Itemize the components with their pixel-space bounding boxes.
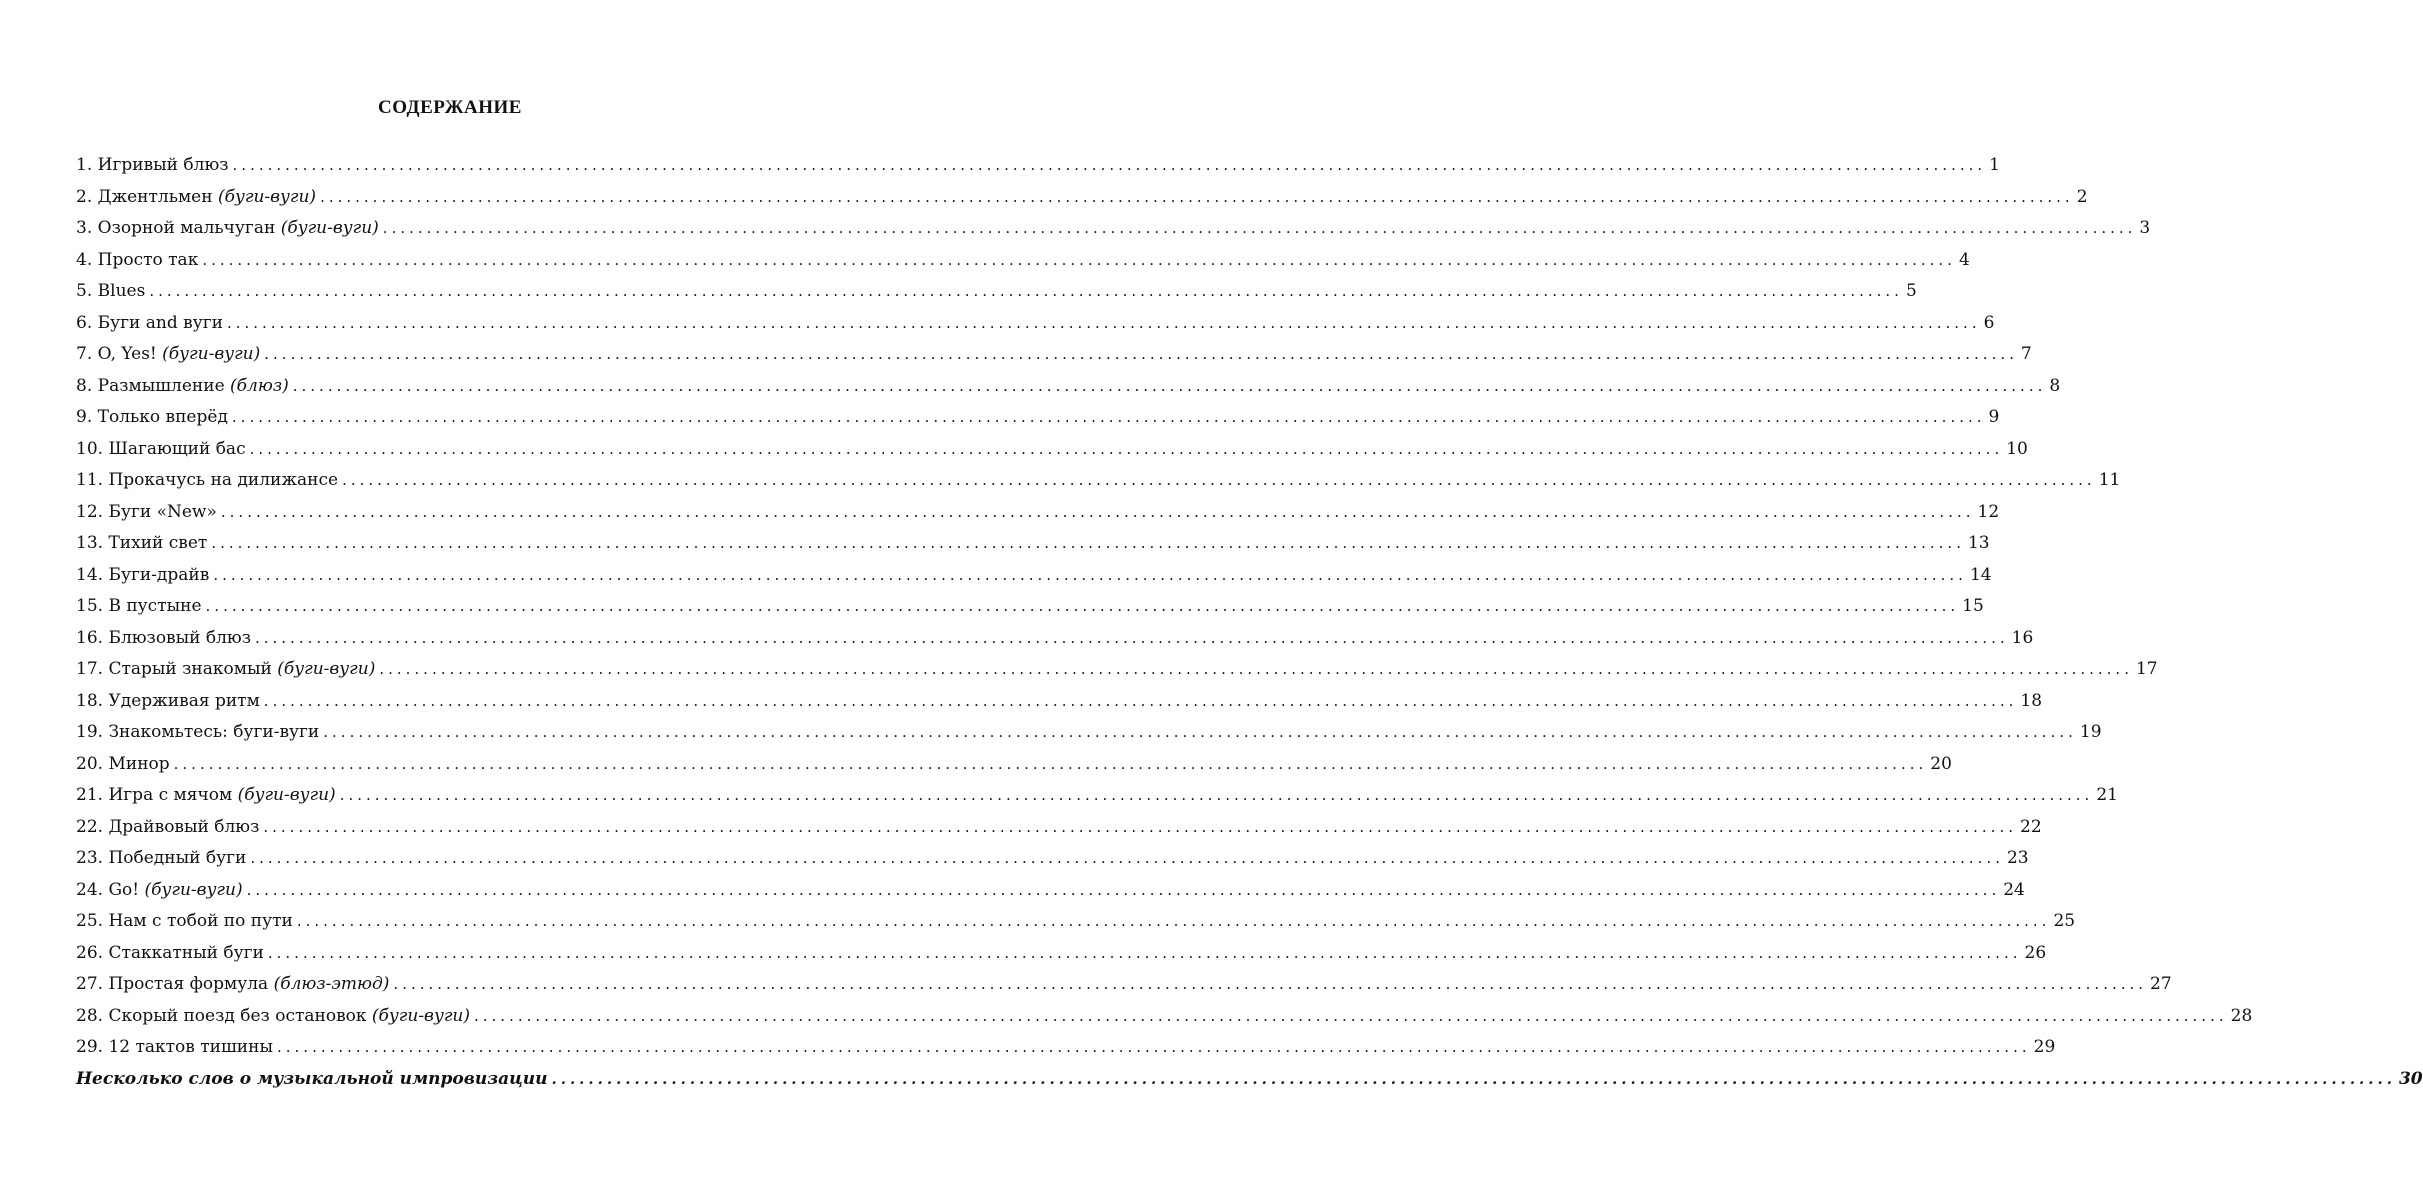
toc-entry-page-number: 1 bbox=[1989, 155, 2000, 175]
page-title: СОДЕРЖАНИЕ bbox=[378, 97, 522, 118]
toc-entry-title: Тихий свет bbox=[108, 533, 208, 553]
toc-entry-genre: (буги-вуги) bbox=[162, 344, 261, 364]
dot-leader: ........................................................................................................................................................................................................ bbox=[320, 187, 2074, 206]
toc-entry-final bbox=[76, 1064, 2423, 1096]
toc-entry-number: 9. bbox=[76, 407, 93, 427]
dot-leader: ........................................................................................................................................................................................................ bbox=[255, 628, 2009, 647]
toc-entry-page-number: 16 bbox=[2011, 627, 2034, 648]
toc-entry-page-number: 13 bbox=[1967, 533, 1990, 553]
toc-entry bbox=[76, 213, 2151, 245]
toc-entry bbox=[76, 560, 1992, 592]
toc-entry-number: 7. bbox=[76, 344, 93, 364]
toc-entry-number: 11. bbox=[76, 470, 104, 490]
toc-entry bbox=[76, 623, 2034, 655]
toc-entry bbox=[76, 465, 2121, 497]
dot-leader: ........................................................................................................................................................................................................ bbox=[202, 250, 1956, 269]
toc-entry bbox=[76, 339, 2032, 371]
dot-leader: ........................................................................................................................................................................................................ bbox=[296, 912, 2051, 930]
dot-leader: ........................................................................................................................................................................................................ bbox=[173, 754, 1928, 773]
toc-entry-number: 15. bbox=[76, 596, 104, 616]
toc-entry-label bbox=[76, 528, 207, 560]
toc-entry-page-number: 27 bbox=[2150, 974, 2172, 994]
dot-leader: ........................................................................................................................................................................................................ bbox=[232, 156, 1987, 174]
toc-entry-genre: (буги-вуги) bbox=[144, 879, 243, 900]
toc-entry-page-number: 3 bbox=[2139, 218, 2151, 238]
toc-entry-title: Победный буги bbox=[108, 848, 247, 868]
toc-entry-label bbox=[76, 1001, 470, 1033]
toc-entry-page-number: 11 bbox=[2098, 470, 2121, 490]
toc-entry-page-number: 17 bbox=[2135, 659, 2158, 679]
toc-entry-page-number: 21 bbox=[2096, 785, 2118, 805]
toc-entry-title: Игривый блюз bbox=[97, 155, 229, 175]
toc-entry-label bbox=[76, 938, 264, 970]
toc-entry bbox=[76, 780, 2118, 812]
dot-leader: ........................................................................................................................................................................................................ bbox=[277, 1038, 2031, 1056]
toc-entry-page-number: 24 bbox=[2003, 879, 2025, 900]
dot-leader: ........................................................................................................................................................................................................ bbox=[382, 219, 2137, 237]
toc-entry bbox=[76, 1001, 2253, 1033]
toc-entry-number: 21. bbox=[76, 785, 104, 805]
toc-entry-title: Игра с мячом bbox=[108, 785, 233, 805]
toc-entry-label bbox=[76, 213, 379, 245]
toc-entry bbox=[76, 717, 2102, 749]
toc-entry-page-number: 25 bbox=[2053, 911, 2076, 931]
toc-entry bbox=[76, 497, 2000, 529]
toc-entry-page-number: 8 bbox=[2049, 375, 2061, 396]
table-of-contents bbox=[76, 150, 2423, 1095]
toc-entry bbox=[76, 938, 2047, 970]
toc-entry-page-number: 7 bbox=[2020, 344, 2032, 364]
toc-entry-title: Несколько слов о музыкальной импровизации bbox=[76, 1068, 548, 1089]
toc-entry-number: 8. bbox=[76, 375, 93, 396]
toc-entry-title: Стаккатный буги bbox=[108, 942, 264, 963]
dot-leader: ........................................................................................................................................................................................................ bbox=[250, 849, 2004, 867]
toc-entry-genre: (буги-вуги) bbox=[371, 1005, 470, 1026]
toc-entry-number: 25. bbox=[76, 911, 104, 931]
toc-entry-title: Озорной мальчуган bbox=[97, 218, 276, 238]
toc-entry-label bbox=[76, 717, 319, 749]
toc-entry bbox=[76, 402, 2000, 434]
dot-leader: ........................................................................................................................................................................................................ bbox=[205, 597, 1960, 615]
toc-entry-title: Простая формула bbox=[108, 974, 269, 994]
toc-entry-title: В пустыне bbox=[108, 596, 202, 616]
toc-entry-page-number: 15 bbox=[1962, 596, 1984, 616]
toc-entry-page-number: 29 bbox=[2033, 1037, 2056, 1057]
toc-entry bbox=[76, 182, 2088, 214]
dot-leader: ........................................................................................................................................................................................................ bbox=[342, 471, 2096, 489]
toc-entry-page-number: 20 bbox=[1930, 753, 1952, 774]
toc-entry-label bbox=[76, 339, 260, 371]
toc-entry-label bbox=[76, 560, 209, 592]
toc-entry-label bbox=[76, 780, 336, 812]
toc-entry-number: 2. bbox=[76, 186, 93, 207]
toc-entry-page-number: 6 bbox=[1983, 312, 1995, 333]
toc-entry bbox=[76, 434, 2028, 466]
toc-entry-number: 10. bbox=[76, 438, 104, 459]
dot-leader: ........................................................................................................................................................................................................ bbox=[211, 534, 1965, 552]
toc-entry-title: Буги and вуги bbox=[97, 312, 223, 333]
toc-entry-title: Шагающий бас bbox=[108, 438, 246, 459]
toc-entry-page-number: 9 bbox=[1988, 407, 2000, 427]
dot-leader: ........................................................................................................................................................................................................ bbox=[379, 660, 2133, 678]
toc-entry-number: 20. bbox=[76, 753, 104, 774]
toc-entry-label bbox=[76, 812, 259, 844]
dot-leader: ........................................................................................................................................................................................................ bbox=[213, 565, 1967, 584]
toc-entry-label bbox=[76, 749, 170, 781]
toc-entry-genre: (буги-вуги) bbox=[277, 659, 376, 679]
toc-entry-title: Минор bbox=[108, 753, 170, 774]
toc-entry-page-number: 30 bbox=[2398, 1068, 2423, 1089]
toc-entry-title: Go! bbox=[108, 879, 140, 900]
dot-leader: ........................................................................................................................................................................................................ bbox=[249, 439, 2004, 458]
dot-leader: ........................................................................................................................................................................................................ bbox=[246, 880, 2001, 899]
toc-entry-label bbox=[76, 465, 338, 497]
toc-entry-number: 13. bbox=[76, 533, 104, 553]
toc-entry-label bbox=[76, 245, 198, 277]
toc-entry-title: Скорый поезд без остановок bbox=[108, 1005, 367, 1026]
toc-entry bbox=[76, 969, 2172, 1001]
toc-entry-page-number: 5 bbox=[1905, 281, 1917, 301]
dot-leader: ........................................................................................................................................................................................................ bbox=[292, 376, 2047, 395]
dot-leader: ........................................................................................................................................................................................................ bbox=[474, 1006, 2228, 1025]
toc-entry bbox=[76, 654, 2158, 686]
toc-entry bbox=[76, 528, 1990, 560]
toc-entry-title: Удерживая ритм bbox=[108, 690, 260, 711]
toc-entry-number: 28. bbox=[76, 1005, 104, 1026]
toc-entry-title: Нам с тобой по пути bbox=[108, 911, 293, 931]
toc-entry-page-number: 22 bbox=[2020, 816, 2042, 837]
toc-entry-label bbox=[76, 434, 246, 466]
toc-entry bbox=[76, 276, 1917, 308]
dot-leader: ........................................................................................................................................................................................................ bbox=[264, 345, 2018, 363]
toc-entry bbox=[76, 749, 1952, 781]
toc-entry-label bbox=[76, 182, 316, 214]
toc-entry-title: Прокачусь на дилижансе bbox=[108, 470, 339, 490]
toc-entry-title: Блюзовый блюз bbox=[108, 627, 251, 648]
dot-leader: ........................................................................................................................................................................................................ bbox=[267, 943, 2022, 962]
toc-entry-number: 17. bbox=[76, 659, 104, 679]
dot-leader: ........................................................................................................................................................................................................ bbox=[263, 817, 2017, 836]
toc-entry-title: Размышление bbox=[97, 375, 225, 396]
toc-entry-page-number: 2 bbox=[2076, 186, 2088, 207]
toc-entry-genre: (буги-вуги) bbox=[280, 218, 379, 238]
toc-entry bbox=[76, 245, 1970, 277]
toc-entry-label bbox=[76, 969, 389, 1001]
toc-entry-number: 22. bbox=[76, 816, 104, 837]
toc-entry-number: 6. bbox=[76, 312, 93, 333]
toc-entry-label bbox=[76, 308, 223, 340]
toc-entry bbox=[76, 371, 2061, 403]
toc-entry-number: 5. bbox=[76, 281, 93, 301]
toc-entry-label bbox=[76, 906, 293, 938]
toc-entry-label bbox=[76, 276, 145, 308]
toc-entry-number: 27. bbox=[76, 974, 104, 994]
toc-entry-number: 19. bbox=[76, 722, 104, 742]
toc-entry-number: 18. bbox=[76, 690, 104, 711]
dot-leader: ........................................................................................................................................................................................................ bbox=[226, 313, 1981, 332]
toc-entry-number: 4. bbox=[76, 249, 93, 270]
toc-entry-label bbox=[76, 591, 202, 623]
dot-leader: ........................................................................................................................................................................................................ bbox=[323, 723, 2077, 741]
toc-entry-title: Буги-драйв bbox=[108, 564, 210, 585]
dot-leader: ........................................................................................................................................................................................................ bbox=[393, 975, 2148, 993]
toc-entry bbox=[76, 906, 2076, 938]
toc-entry-genre: (буги-вуги) bbox=[217, 186, 317, 207]
toc-entry-page-number: 10 bbox=[2006, 438, 2028, 459]
dot-leader: ........................................................................................................................................................................................................ bbox=[263, 691, 2018, 710]
toc-entry-genre: (блюз-этюд) bbox=[273, 974, 390, 994]
toc-entry-number: 12. bbox=[76, 501, 104, 522]
toc-entry-title: O, Yes! bbox=[97, 344, 157, 364]
toc-entry-label bbox=[76, 623, 251, 655]
dot-leader: ........................................................................................................................................................................................................ bbox=[149, 282, 1903, 300]
toc-entry-number: 24. bbox=[76, 879, 104, 900]
toc-entry-title: Буги «New» bbox=[108, 501, 217, 522]
toc-entry-number: 16. bbox=[76, 627, 104, 648]
toc-entry-number: 29. bbox=[76, 1037, 104, 1057]
toc-entry-genre: (блюз) bbox=[230, 375, 289, 396]
toc-entry-title: Blues bbox=[97, 281, 146, 301]
toc-entry-number: 23. bbox=[76, 848, 104, 868]
dot-leader: ........................................................................................................................................................................................................ bbox=[551, 1069, 2396, 1088]
toc-entry-label bbox=[76, 686, 260, 718]
toc-entry-title: Старый знакомый bbox=[108, 659, 272, 679]
toc-entry-title: Только вперёд bbox=[97, 407, 228, 427]
toc-entry-page-number: 4 bbox=[1958, 249, 1970, 270]
toc-entry-page-number: 28 bbox=[2230, 1005, 2253, 1026]
toc-entry-page-number: 12 bbox=[1977, 501, 2000, 522]
toc-entry-label bbox=[76, 497, 217, 529]
toc-entry bbox=[76, 308, 1995, 340]
toc-entry bbox=[76, 875, 2025, 907]
toc-entry bbox=[76, 591, 1984, 623]
toc-entry-title: Драйвовый блюз bbox=[108, 816, 260, 837]
toc-entry-page-number: 18 bbox=[2020, 690, 2043, 711]
toc-entry bbox=[76, 812, 2042, 844]
toc-entry-genre: (буги-вуги) bbox=[237, 785, 336, 805]
toc-entry-number: 26. bbox=[76, 942, 104, 963]
toc-entry-title: Знакомьтесь: буги-вуги bbox=[108, 722, 320, 742]
toc-entry-label bbox=[76, 875, 243, 907]
toc-entry-title: Просто так bbox=[97, 249, 199, 270]
toc-entry-number: 14. bbox=[76, 564, 104, 585]
toc-entry-title: 12 тактов тишины bbox=[108, 1037, 273, 1057]
toc-entry-label bbox=[76, 654, 375, 686]
toc-entry-page-number: 19 bbox=[2079, 722, 2102, 742]
toc-entry-label bbox=[76, 843, 246, 875]
toc-entry-page-number: 23 bbox=[2006, 848, 2029, 868]
toc-entry-title: Джентльмен bbox=[97, 186, 213, 207]
toc-entry-label bbox=[76, 371, 289, 403]
toc-entry-number: 3. bbox=[76, 218, 93, 238]
toc-entry bbox=[76, 1032, 2056, 1064]
toc-entry-page-number: 14 bbox=[1969, 564, 1992, 585]
dot-leader: ........................................................................................................................................................................................................ bbox=[220, 502, 1975, 521]
toc-entry-label bbox=[76, 150, 229, 182]
toc-entry bbox=[76, 150, 2000, 182]
toc-entry-label bbox=[76, 402, 228, 434]
toc-entry bbox=[76, 843, 2029, 875]
toc-entry-label bbox=[76, 1032, 273, 1064]
toc-entry bbox=[76, 686, 2043, 718]
dot-leader: ........................................................................................................................................................................................................ bbox=[231, 408, 1986, 426]
dot-leader: ........................................................................................................................................................................................................ bbox=[339, 786, 2094, 804]
toc-entry-page-number: 26 bbox=[2024, 942, 2047, 963]
toc-entry-number: 1. bbox=[76, 155, 93, 175]
